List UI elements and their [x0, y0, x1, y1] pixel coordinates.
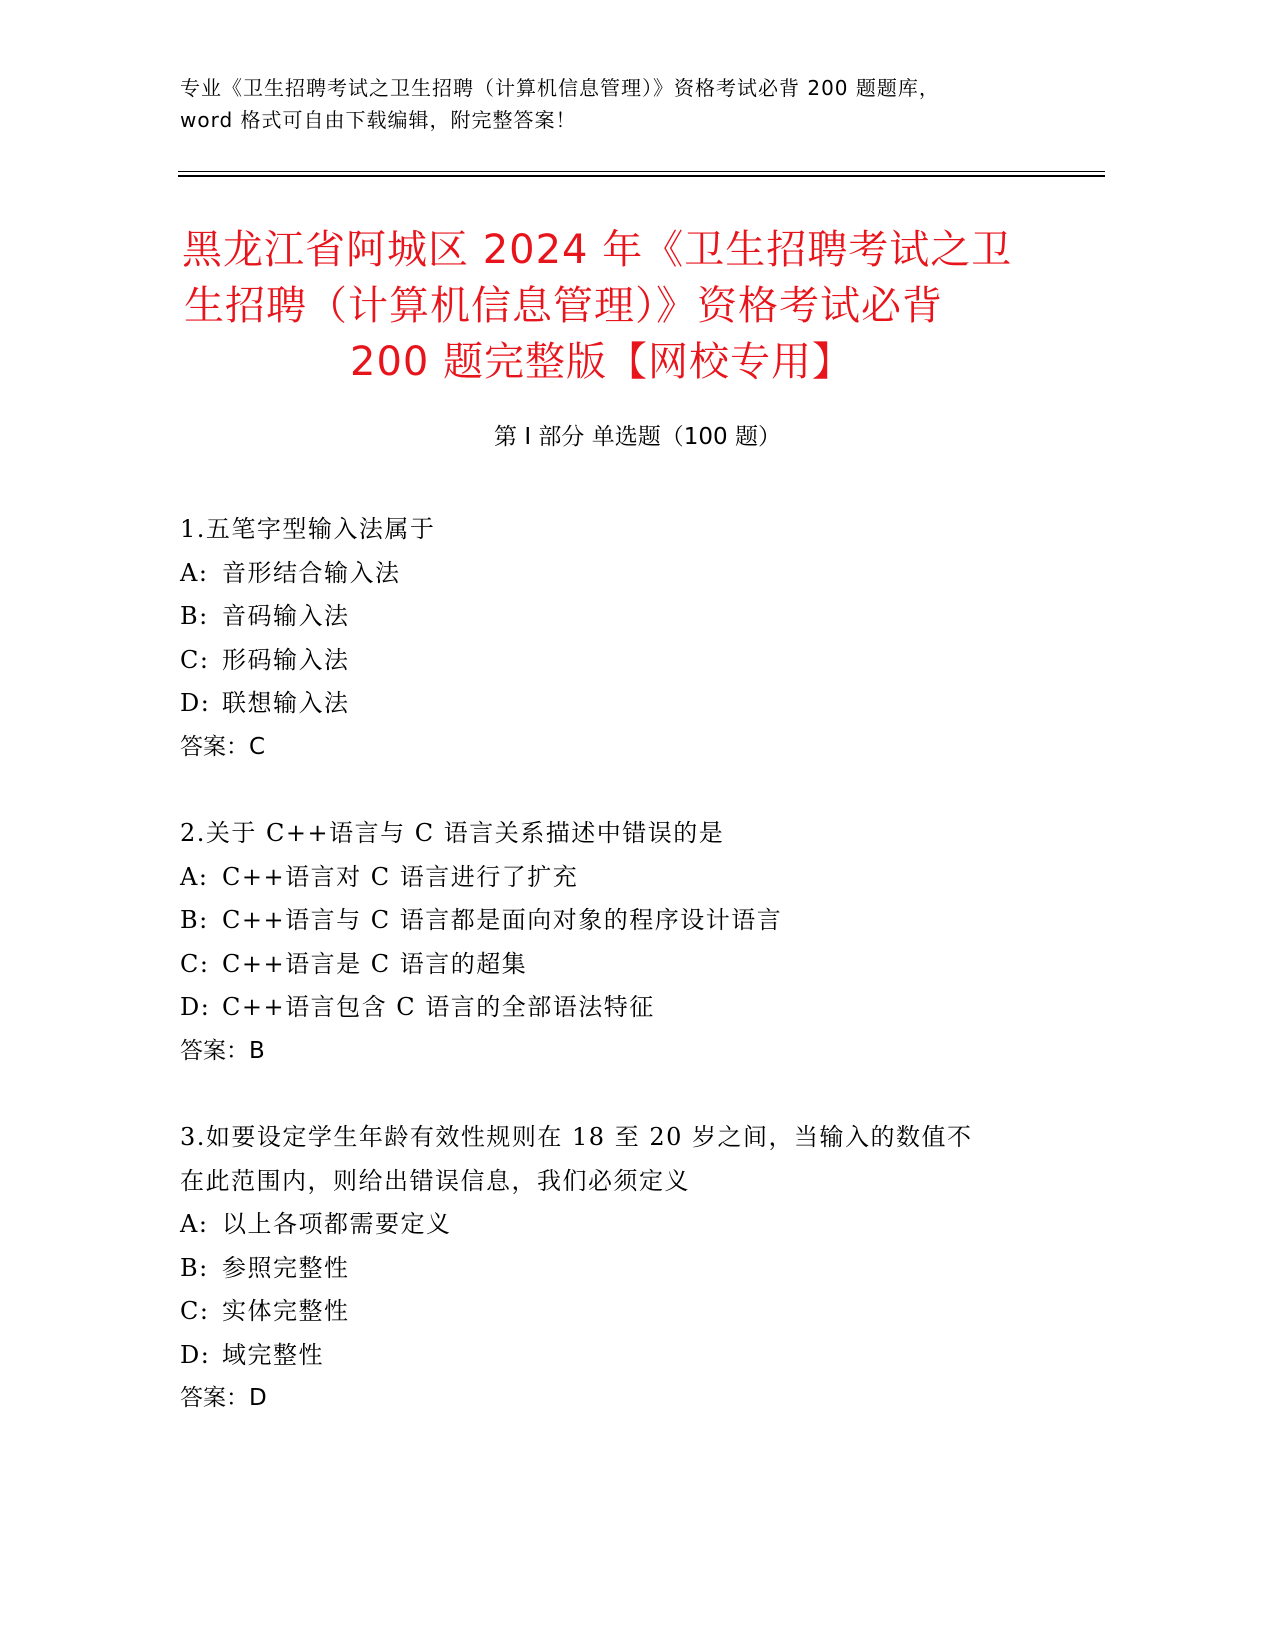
question-stem: 2.关于 C++语言与 C 语言关系描述中错误的是 — [180, 819, 725, 847]
title-line-1: 黑龙江省阿城区 2024 年《卫生招聘考试之卫 — [182, 227, 1013, 273]
question-stem: 在此范围内，则给出错误信息，我们必须定义 — [180, 1166, 690, 1195]
answer: 答案：C — [180, 733, 266, 760]
header-note-line-1: 专业《卫生招聘考试之卫生招聘（计算机信息管理）》资格考试必背 200 题题库， — [180, 76, 940, 100]
option-b — [180, 1247, 1060, 1291]
question-1 — [180, 508, 1060, 769]
option-a — [180, 552, 1060, 596]
question-list — [180, 508, 1060, 1464]
option-text: C++语言包含 C 语言的全部语法特征 — [222, 993, 655, 1021]
option-c — [180, 639, 1060, 683]
option-b — [180, 595, 1060, 639]
question-stem: 3.如要设定学生年龄有效性规则在 18 至 20 岁之间，当输入的数值不 — [180, 1123, 973, 1151]
question-stem: 1.五笔字型输入法属于 — [180, 515, 436, 543]
option-b — [180, 899, 1060, 943]
option-text: 形码输入法 — [222, 645, 350, 674]
option-text: 以上各项都需要定义 — [222, 1210, 452, 1238]
header-note-line-2: word 格式可自由下载编辑，附完整答案！ — [180, 108, 577, 132]
option-letter: A: — [180, 558, 209, 587]
answer: 答案：D — [180, 1385, 267, 1411]
option-text: 域完整性 — [222, 1340, 324, 1369]
question-2 — [180, 812, 1060, 1073]
section-title: 第 I 部分 单选题（100 题） — [494, 424, 781, 450]
option-letter: C: — [180, 645, 210, 674]
option-d — [180, 986, 1060, 1030]
option-letter: D: — [180, 993, 211, 1021]
option-letter: B: — [180, 906, 209, 934]
option-c — [180, 1290, 1060, 1334]
option-c — [180, 943, 1060, 987]
option-a — [180, 1203, 1060, 1247]
option-text: 参照完整性 — [222, 1253, 350, 1282]
header-divider-thick — [178, 175, 1105, 177]
option-text: C++语言是 C 语言的超集 — [222, 949, 528, 978]
option-d — [180, 682, 1060, 726]
option-text: 音形结合输入法 — [222, 558, 401, 587]
option-letter: C: — [180, 1297, 210, 1325]
answer: 答案：B — [180, 1037, 265, 1064]
header-divider-thin — [178, 171, 1105, 172]
title-line-2: 生招聘（计算机信息管理）》资格考试必背 — [184, 283, 943, 329]
option-text: C++语言与 C 语言都是面向对象的程序设计语言 — [222, 906, 783, 934]
option-text: 联想输入法 — [222, 689, 350, 717]
document-title — [170, 222, 1110, 390]
question-3 — [180, 1116, 1060, 1421]
option-letter: A: — [180, 1210, 209, 1238]
option-text: 音码输入法 — [222, 602, 350, 630]
option-letter: D: — [180, 689, 211, 717]
option-text: 实体完整性 — [222, 1297, 350, 1325]
option-a — [180, 856, 1060, 900]
option-letter: C: — [180, 949, 210, 978]
option-letter: B: — [180, 1253, 209, 1282]
option-text: C++语言对 C 语言进行了扩充 — [222, 862, 579, 891]
option-letter: D: — [180, 1340, 211, 1369]
option-letter: A: — [180, 862, 209, 891]
title-line-3: 200 题完整版【网校专用】 — [350, 339, 854, 385]
option-letter: B: — [180, 602, 209, 630]
header-note — [180, 72, 1060, 136]
option-d — [180, 1334, 1060, 1378]
